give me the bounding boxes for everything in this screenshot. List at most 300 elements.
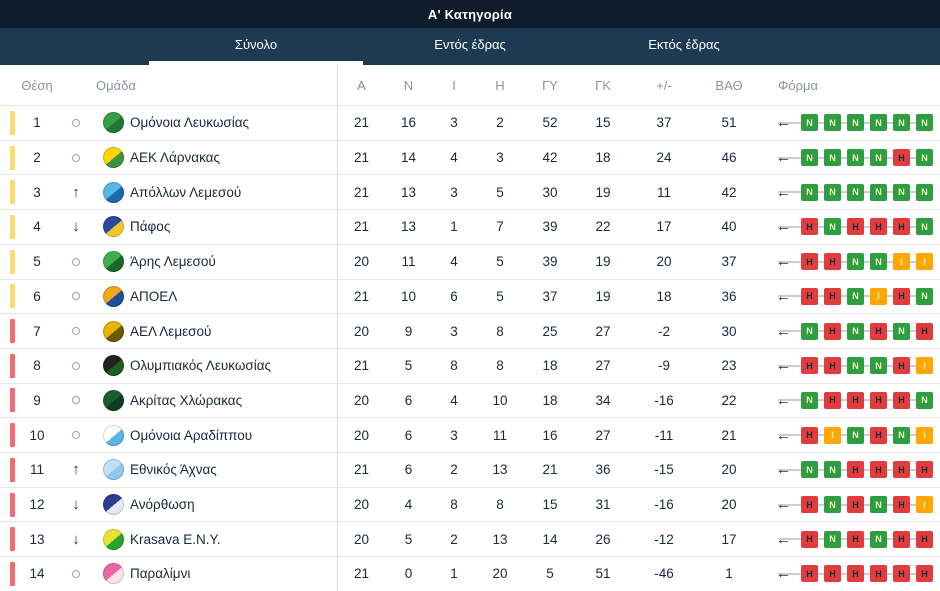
header-trend-spacer xyxy=(56,65,96,105)
table-row[interactable] xyxy=(0,174,940,209)
team-name[interactable]: Ακρίτας Χλώρακας xyxy=(130,392,243,408)
tab-total[interactable] xyxy=(149,28,363,65)
form-direction-arrow-icon: ← xyxy=(776,149,791,167)
stat-points: 1 xyxy=(725,566,733,582)
stat-points: 20 xyxy=(721,462,737,478)
form-result-box: Ν xyxy=(824,184,841,201)
form-result-box: Ι xyxy=(870,288,887,305)
form-result-box: Η xyxy=(801,531,818,548)
stat-played: 20 xyxy=(337,488,385,522)
form-result-box: Ν xyxy=(870,253,887,270)
stat-draws: 6 xyxy=(450,288,458,304)
stat-goal-diff: 20 xyxy=(656,254,672,270)
team-name[interactable]: ΑΕΚ Λάρνακας xyxy=(130,150,220,166)
stat-draws: 2 xyxy=(450,531,458,547)
form-result-box: Η xyxy=(847,218,864,235)
form-result-box: Ν xyxy=(847,357,864,374)
page-title: Α' Κατηγορία xyxy=(427,6,513,22)
table-row[interactable] xyxy=(0,105,940,140)
tab-away[interactable] xyxy=(577,28,791,65)
form-result-box: Ν xyxy=(824,149,841,166)
form-result-box: Ν xyxy=(870,496,887,513)
stat-goals-against: 27 xyxy=(595,323,611,339)
stat-goals-against: 22 xyxy=(595,219,611,235)
zone-cell xyxy=(0,522,18,556)
stat-goals-against: 15 xyxy=(595,115,611,131)
team-logo xyxy=(103,459,124,480)
tab-home[interactable] xyxy=(363,28,577,65)
header-form: Φόρμα xyxy=(778,77,819,93)
form-result-box: Η xyxy=(916,531,933,548)
form-result-box: Ν xyxy=(801,149,818,166)
form-result-box: Η xyxy=(893,149,910,166)
stat-played: 21 xyxy=(337,453,385,487)
trend-cell xyxy=(56,349,96,383)
stat-points: 51 xyxy=(721,115,737,131)
form-result-box: Ν xyxy=(824,531,841,548)
form-result-box: Ν xyxy=(893,184,910,201)
team-logo xyxy=(103,425,124,446)
form-cell xyxy=(760,314,940,348)
form-direction-arrow-icon: ← xyxy=(776,183,791,201)
position-number: 8 xyxy=(33,358,41,374)
stat-played: 21 xyxy=(337,141,385,175)
team-name[interactable]: Ανόρθωση xyxy=(130,497,195,513)
table-body xyxy=(0,105,940,591)
team-name[interactable]: ΑΠΟΕΛ xyxy=(130,288,178,304)
form-result-box: Η xyxy=(870,461,887,478)
table-row[interactable] xyxy=(0,313,940,348)
stat-wins: 14 xyxy=(400,150,417,166)
stat-goals-against: 18 xyxy=(595,150,611,166)
stat-points: 40 xyxy=(721,219,737,235)
zone-indicator xyxy=(10,180,15,204)
form-result-box: Ν xyxy=(847,323,864,340)
team-logo xyxy=(103,112,124,133)
stat-wins: 0 xyxy=(404,566,413,582)
form-result-box: Η xyxy=(824,357,841,374)
form-strip xyxy=(776,496,933,513)
form-result-box: Η xyxy=(824,288,841,305)
stat-losses: 7 xyxy=(496,219,504,235)
stat-draws: 4 xyxy=(450,392,458,408)
stat-played: 21 xyxy=(337,175,385,209)
form-cell xyxy=(760,557,940,591)
trend-same-icon xyxy=(72,431,80,439)
stat-draws: 3 xyxy=(450,323,458,339)
zone-cell xyxy=(0,210,18,244)
form-direction-arrow-icon: ← xyxy=(776,496,791,514)
form-result-box: Ν xyxy=(824,461,841,478)
stat-goals-against: 31 xyxy=(595,497,611,513)
form-strip xyxy=(776,531,933,548)
stat-goal-diff: -2 xyxy=(657,323,670,339)
stat-goals-for: 15 xyxy=(542,497,558,513)
table-row[interactable] xyxy=(0,383,940,418)
form-result-box: Η xyxy=(870,427,887,444)
team-logo xyxy=(103,321,124,342)
form-result-box: Η xyxy=(916,565,933,582)
stat-points: 23 xyxy=(721,358,737,374)
header-wins: Ν xyxy=(403,77,414,93)
trend-up-icon: ↑ xyxy=(72,183,80,201)
zone-cell xyxy=(0,141,18,175)
stat-points: 22 xyxy=(721,392,737,408)
zone-cell xyxy=(0,488,18,522)
stat-losses: 5 xyxy=(496,184,504,200)
form-result-box: Η xyxy=(847,496,864,513)
zone-indicator xyxy=(10,111,15,135)
form-result-box: Ν xyxy=(847,149,864,166)
stat-losses: 11 xyxy=(492,427,507,443)
logo-cell xyxy=(96,522,130,556)
form-result-box: Ν xyxy=(893,427,910,444)
stat-played: 20 xyxy=(337,384,385,418)
form-strip xyxy=(776,357,933,374)
form-result-box: Η xyxy=(824,392,841,409)
tab-bar xyxy=(0,28,940,65)
form-cell xyxy=(760,106,940,140)
zone-cell xyxy=(0,314,18,348)
stat-played: 21 xyxy=(337,210,385,244)
form-result-box: Ν xyxy=(916,392,933,409)
form-result-box: Ν xyxy=(847,184,864,201)
stat-draws: 4 xyxy=(450,254,458,270)
form-cell xyxy=(760,245,940,279)
table-row[interactable] xyxy=(0,348,940,383)
form-strip xyxy=(776,565,933,582)
table-row[interactable] xyxy=(0,521,940,556)
stat-wins: 13 xyxy=(400,184,417,200)
zone-cell xyxy=(0,418,18,452)
form-result-box: Ν xyxy=(801,114,818,131)
header-goals-for: ΓΥ xyxy=(542,77,558,93)
form-result-box: Ι xyxy=(824,427,841,444)
form-result-box: Η xyxy=(847,565,864,582)
form-result-box: Ν xyxy=(916,149,933,166)
zone-indicator xyxy=(10,388,15,412)
logo-cell xyxy=(96,141,130,175)
tab-total-label: Σύνολο xyxy=(234,37,278,52)
trend-cell xyxy=(56,453,96,487)
trend-down-icon: ↓ xyxy=(72,218,80,236)
trend-cell xyxy=(56,384,96,418)
team-logo xyxy=(103,182,124,203)
form-result-box: Ν xyxy=(870,357,887,374)
position-number: 5 xyxy=(33,254,41,270)
header-losses: Η xyxy=(495,77,505,93)
stat-draws: 4 xyxy=(450,150,458,166)
stat-goals-against: 27 xyxy=(595,358,611,374)
form-result-box: Η xyxy=(801,357,818,374)
trend-cell xyxy=(56,141,96,175)
zone-cell xyxy=(0,557,18,591)
stat-goals-for: 21 xyxy=(542,462,558,478)
trend-same-icon xyxy=(72,258,80,266)
trend-same-icon xyxy=(72,327,80,335)
form-result-box: Ν xyxy=(801,461,818,478)
trend-up-icon: ↑ xyxy=(72,461,80,479)
form-result-box: Ν xyxy=(801,323,818,340)
table-row[interactable] xyxy=(0,209,940,244)
stat-points: 37 xyxy=(721,254,737,270)
form-cell xyxy=(760,453,940,487)
trend-same-icon xyxy=(72,396,80,404)
team-name[interactable]: Παραλίμνι xyxy=(130,566,191,582)
zone-indicator xyxy=(10,493,15,517)
stat-losses: 13 xyxy=(492,531,508,547)
stat-losses: 3 xyxy=(496,150,504,166)
stat-losses: 8 xyxy=(496,358,504,374)
team-name[interactable]: Άρης Λεμεσού xyxy=(130,254,216,270)
form-result-box: Η xyxy=(870,218,887,235)
form-cell xyxy=(760,384,940,418)
form-result-box: Ν xyxy=(801,392,818,409)
header-team: Ομάδα xyxy=(96,77,136,93)
form-result-box: Ν xyxy=(916,114,933,131)
position-number: 6 xyxy=(33,288,41,304)
team-logo xyxy=(103,286,124,307)
form-cell xyxy=(760,488,940,522)
stat-draws: 8 xyxy=(450,497,458,513)
team-name[interactable]: Ομόνοια Αραδίππου xyxy=(130,427,253,443)
form-direction-arrow-icon: ← xyxy=(776,322,791,340)
stat-goals-for: 16 xyxy=(542,427,558,443)
stat-points: 30 xyxy=(721,323,737,339)
team-name[interactable]: Απόλλων Λεμεσού xyxy=(130,184,242,200)
stat-goals-for: 18 xyxy=(542,392,558,408)
trend-down-icon: ↓ xyxy=(72,530,80,548)
team-logo xyxy=(103,494,124,515)
zone-indicator xyxy=(10,146,15,170)
form-strip xyxy=(776,323,933,340)
stat-goals-for: 42 xyxy=(542,150,558,166)
form-strip xyxy=(776,218,933,235)
position-number: 9 xyxy=(33,392,41,408)
form-result-box: Η xyxy=(801,253,818,270)
stat-played: 21 xyxy=(337,280,385,314)
table-row[interactable] xyxy=(0,452,940,487)
stat-wins: 13 xyxy=(400,219,417,235)
stat-goals-against: 19 xyxy=(595,288,611,304)
form-direction-arrow-icon: ← xyxy=(776,357,791,375)
form-result-box: Ν xyxy=(870,149,887,166)
form-result-box: Ι xyxy=(916,357,933,374)
form-result-box: Η xyxy=(847,392,864,409)
stat-wins: 6 xyxy=(404,462,413,478)
stat-goals-for: 39 xyxy=(542,219,558,235)
form-direction-arrow-icon: ← xyxy=(776,426,791,444)
form-result-box: Ν xyxy=(916,184,933,201)
position-number: 10 xyxy=(29,427,45,443)
form-result-box: Ν xyxy=(801,184,818,201)
trend-cell xyxy=(56,245,96,279)
form-result-box: Η xyxy=(870,323,887,340)
team-name[interactable]: Ομόνοια Λευκωσίας xyxy=(130,115,250,131)
team-name[interactable]: Krasava E.N.Y. xyxy=(130,531,221,547)
form-strip xyxy=(776,392,933,409)
form-result-box: Ι xyxy=(916,496,933,513)
form-direction-arrow-icon: ← xyxy=(776,461,791,479)
form-result-box: Η xyxy=(801,288,818,305)
header-played: Α xyxy=(337,65,385,105)
team-logo xyxy=(103,529,124,550)
stat-points: 17 xyxy=(721,531,737,547)
position-number: 3 xyxy=(33,184,41,200)
stat-played: 21 xyxy=(337,557,385,591)
form-result-box: Ι xyxy=(916,253,933,270)
stat-goals-for: 30 xyxy=(542,184,558,200)
form-result-box: Ν xyxy=(824,496,841,513)
team-name[interactable]: Ολυμπιακός Λευκωσίας xyxy=(130,358,271,374)
stat-goal-diff: -16 xyxy=(654,392,674,408)
team-name[interactable]: Πάφος xyxy=(130,219,171,235)
team-logo xyxy=(103,390,124,411)
table-header xyxy=(0,65,940,105)
form-result-box: Ν xyxy=(870,114,887,131)
logo-cell xyxy=(96,557,130,591)
form-cell xyxy=(760,280,940,314)
form-result-box: Η xyxy=(801,218,818,235)
stat-goals-against: 26 xyxy=(595,531,611,547)
trend-down-icon: ↓ xyxy=(72,496,80,514)
form-cell xyxy=(760,349,940,383)
stat-goals-for: 37 xyxy=(542,288,558,304)
form-direction-arrow-icon: ← xyxy=(776,565,791,583)
form-direction-arrow-icon: ← xyxy=(776,218,791,236)
logo-cell xyxy=(96,349,130,383)
logo-cell xyxy=(96,210,130,244)
form-cell xyxy=(760,175,940,209)
zone-cell xyxy=(0,384,18,418)
team-logo xyxy=(103,563,124,584)
stat-played: 20 xyxy=(337,522,385,556)
form-direction-arrow-icon: ← xyxy=(776,530,791,548)
stat-goals-for: 25 xyxy=(542,323,558,339)
form-cell xyxy=(760,418,940,452)
form-result-box: Η xyxy=(824,565,841,582)
stat-goal-diff: 24 xyxy=(656,150,672,166)
team-name[interactable]: Εθνικός Άχνας xyxy=(130,462,217,478)
stat-goals-against: 19 xyxy=(595,184,611,200)
trend-same-icon xyxy=(72,292,80,300)
table-row[interactable] xyxy=(0,487,940,522)
stat-goal-diff: 11 xyxy=(656,184,671,200)
form-strip xyxy=(776,253,933,270)
trend-cell xyxy=(56,557,96,591)
form-strip xyxy=(776,114,933,131)
team-logo xyxy=(103,147,124,168)
form-strip xyxy=(776,461,933,478)
trend-cell xyxy=(56,106,96,140)
form-cell xyxy=(760,141,940,175)
trend-same-icon xyxy=(72,154,80,162)
stat-goal-diff: -16 xyxy=(654,497,674,513)
position-number: 12 xyxy=(29,497,45,513)
form-result-box: Ι xyxy=(916,427,933,444)
team-logo xyxy=(103,355,124,376)
stat-played: 20 xyxy=(337,418,385,452)
form-result-box: Ν xyxy=(870,531,887,548)
logo-cell xyxy=(96,418,130,452)
stat-points: 20 xyxy=(721,497,737,513)
table-row[interactable] xyxy=(0,140,940,175)
form-result-box: Ν xyxy=(893,323,910,340)
form-result-box: Η xyxy=(916,461,933,478)
team-name[interactable]: ΑΕΛ Λεμεσού xyxy=(130,323,212,339)
stat-losses: 8 xyxy=(496,497,504,513)
stat-wins: 5 xyxy=(404,531,413,547)
header-zone-spacer xyxy=(0,65,18,105)
zone-cell xyxy=(0,175,18,209)
form-result-box: Ν xyxy=(847,114,864,131)
logo-cell xyxy=(96,175,130,209)
stat-draws: 3 xyxy=(450,115,458,131)
table-row[interactable] xyxy=(0,556,940,591)
stat-goals-against: 19 xyxy=(595,254,611,270)
stat-losses: 10 xyxy=(492,392,508,408)
stat-losses: 5 xyxy=(496,254,504,270)
stat-goals-against: 51 xyxy=(595,566,611,582)
form-result-box: Ν xyxy=(847,288,864,305)
title-bar xyxy=(0,0,940,28)
logo-cell xyxy=(96,280,130,314)
zone-indicator xyxy=(10,423,15,447)
zone-cell xyxy=(0,245,18,279)
form-result-box: Η xyxy=(893,357,910,374)
stat-draws: 1 xyxy=(450,566,458,582)
stat-goal-diff: -9 xyxy=(657,358,670,374)
team-logo xyxy=(103,251,124,272)
form-result-box: Η xyxy=(893,288,910,305)
trend-cell xyxy=(56,522,96,556)
trend-cell xyxy=(56,280,96,314)
logo-cell xyxy=(96,488,130,522)
stat-goal-diff: 17 xyxy=(656,219,672,235)
stat-wins: 6 xyxy=(404,392,413,408)
form-result-box: Ν xyxy=(824,114,841,131)
form-result-box: Ν xyxy=(847,253,864,270)
zone-indicator xyxy=(10,284,15,308)
stat-goals-against: 34 xyxy=(595,392,611,408)
table-row[interactable] xyxy=(0,244,940,279)
stat-goal-diff: -12 xyxy=(654,531,674,547)
form-result-box: Η xyxy=(824,323,841,340)
form-result-box: Ν xyxy=(916,288,933,305)
form-result-box: Ν xyxy=(870,184,887,201)
stat-wins: 11 xyxy=(401,254,416,270)
stat-played: 21 xyxy=(337,106,385,140)
stat-goals-for: 39 xyxy=(542,254,558,270)
table-row[interactable] xyxy=(0,279,940,314)
table-row[interactable] xyxy=(0,417,940,452)
stat-wins: 6 xyxy=(404,427,413,443)
position-number: 7 xyxy=(33,323,41,339)
zone-cell xyxy=(0,349,18,383)
stat-wins: 5 xyxy=(404,358,413,374)
logo-cell xyxy=(96,384,130,418)
stat-goals-for: 18 xyxy=(542,358,558,374)
zone-cell xyxy=(0,453,18,487)
form-result-box: Ν xyxy=(893,114,910,131)
trend-same-icon xyxy=(72,119,80,127)
stat-goal-diff: -11 xyxy=(654,427,674,443)
header-goal-diff: +/- xyxy=(656,77,672,93)
stat-wins: 9 xyxy=(404,323,413,339)
stat-losses: 13 xyxy=(492,462,508,478)
header-goals-against: ΓΚ xyxy=(595,77,611,93)
zone-indicator xyxy=(10,562,15,586)
